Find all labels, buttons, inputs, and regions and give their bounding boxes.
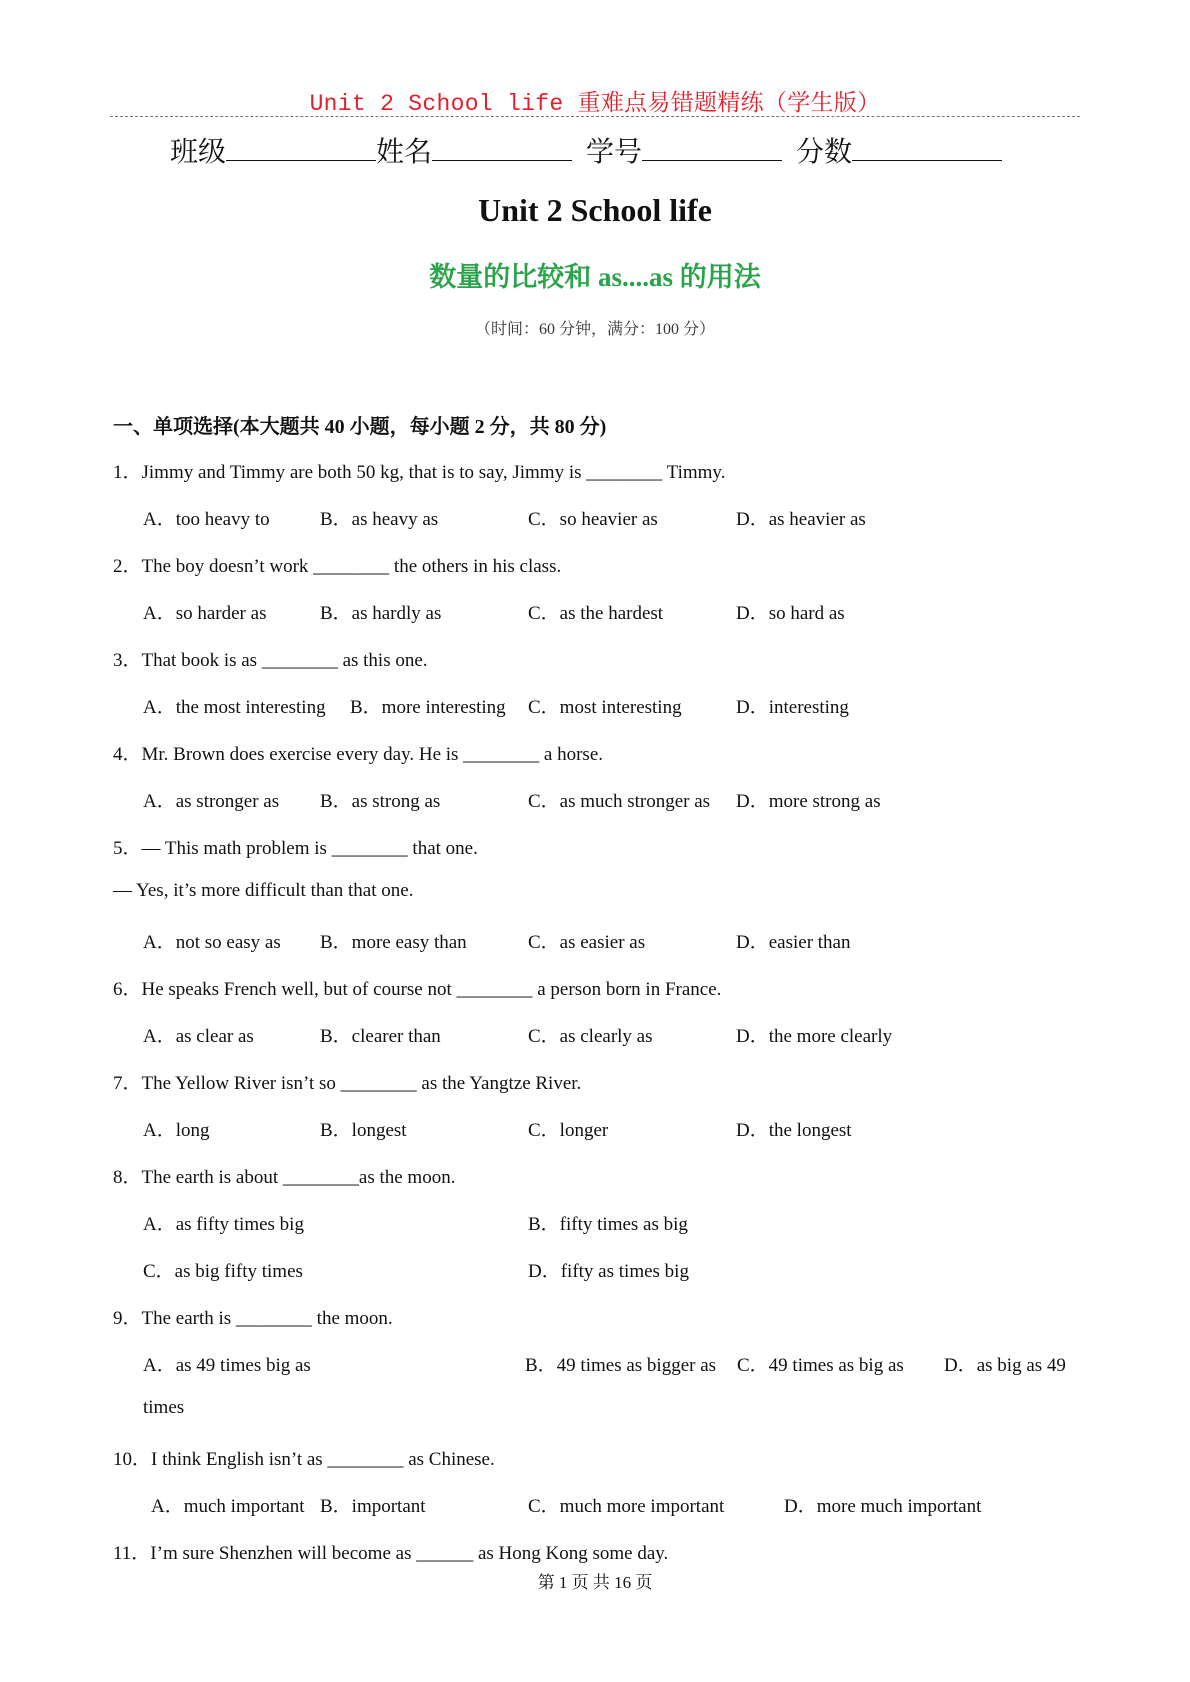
option-b[interactable]: B．clearer than	[320, 1026, 441, 1047]
option-c[interactable]: C．so heavier as	[528, 509, 658, 530]
option-b[interactable]: B．important	[320, 1496, 426, 1517]
option-c[interactable]: C．as big fifty times	[143, 1261, 303, 1282]
option-b[interactable]: B．as heavy as	[320, 509, 439, 530]
option-d[interactable]: D．as heavier as	[736, 509, 866, 530]
option-c[interactable]: C．longer	[528, 1120, 609, 1141]
option-b[interactable]: B．as strong as	[320, 791, 441, 812]
option-c[interactable]: C．most interesting	[528, 697, 682, 718]
option-b[interactable]: B．longest	[320, 1120, 407, 1141]
option-d[interactable]: D．as big as 49	[944, 1355, 1066, 1376]
option-c[interactable]: C．as the hardest	[528, 603, 664, 624]
option-a[interactable]: A．long	[143, 1120, 210, 1141]
option-d[interactable]: D．easier than	[736, 932, 851, 953]
option-a[interactable]: A．so harder as	[143, 603, 267, 624]
class-blank[interactable]	[226, 134, 376, 161]
question-stem: 8．The earth is about ________as the moon.	[113, 1167, 456, 1188]
question-stem: 11．I’m sure Shenzhen will become as ______ as Hong Kong some day.	[113, 1543, 669, 1564]
option-c[interactable]: C．as clearly as	[528, 1026, 653, 1047]
header-title: Unit 2 School life 重难点易错题精练（学生版）	[309, 91, 881, 117]
student-id-blank[interactable]	[642, 134, 782, 161]
option-d[interactable]: D．the longest	[736, 1120, 852, 1141]
option-a[interactable]: A．as stronger as	[143, 791, 280, 812]
option-b[interactable]: B．as hardly as	[320, 603, 442, 624]
option-d[interactable]: D．fifty as times big	[528, 1261, 689, 1282]
option-b[interactable]: B．more interesting	[350, 697, 506, 718]
question-stem: 2．The boy doesn’t work ________ the others in his class.	[113, 556, 562, 577]
name-blank[interactable]	[432, 134, 572, 161]
question-stem: 1．Jimmy and Timmy are both 50 kg, that is to say, Jimmy is ________ Timmy.	[113, 462, 726, 483]
option-b[interactable]: B．49 times as bigger as	[525, 1355, 717, 1376]
question-stem: 7．The Yellow River isn’t so ________ as the Yangtze River.	[113, 1073, 582, 1094]
topic-subtitle: 数量的比较和 as....as 的用法	[429, 262, 761, 292]
time-note: （时间：60 分钟，满分：100 分）	[474, 321, 715, 338]
option-b[interactable]: B．more easy than	[320, 932, 467, 953]
question-stem: 3．That book is as ________ as this one.	[113, 650, 428, 671]
score-label: 分数	[796, 137, 853, 168]
option-a[interactable]: A．not so easy as	[143, 932, 281, 953]
option-b[interactable]: B．fifty times as big	[528, 1214, 688, 1235]
question-stem: 5．— This math problem is ________ that one.	[113, 838, 478, 859]
option-a[interactable]: A．as clear as	[143, 1026, 254, 1047]
page-footer: 第 1 页 共 16 页	[537, 1573, 653, 1592]
option-a[interactable]: A．as 49 times big as	[143, 1355, 311, 1376]
option-c[interactable]: C．as much stronger as	[528, 791, 711, 812]
option-c[interactable]: C．as easier as	[528, 932, 646, 953]
unit-title: Unit 2 School life	[478, 192, 712, 228]
question-stem: 10．I think English isn’t as ________ as Chinese.	[113, 1449, 495, 1470]
option-d[interactable]: D．interesting	[736, 697, 849, 718]
question-stem-reply: — Yes, it’s more difficult than that one.	[113, 880, 414, 901]
option-c[interactable]: C．much more important	[528, 1496, 725, 1517]
score-blank[interactable]	[852, 134, 1002, 161]
question-stem: 6．He speaks French well, but of course not ________ a person born in France.	[113, 979, 722, 1000]
name-label: 姓名	[376, 137, 433, 168]
header-divider	[110, 116, 1080, 117]
option-d[interactable]: D．more strong as	[736, 791, 881, 812]
question-stem: 9．The earth is ________ the moon.	[113, 1308, 393, 1329]
option-d[interactable]: D．so hard as	[736, 603, 845, 624]
option-d[interactable]: D．more much important	[784, 1496, 982, 1517]
student-id-label: 学号	[586, 137, 643, 168]
option-a[interactable]: A．much important	[151, 1496, 305, 1517]
option-a[interactable]: A．too heavy to	[143, 509, 270, 530]
question-stem: 4．Mr. Brown does exercise every day. He is ________ a horse.	[113, 744, 604, 765]
option-c[interactable]: C．49 times as big as	[737, 1355, 904, 1376]
option-d-wrap: times	[143, 1397, 185, 1418]
section-heading: 一、单项选择(本大题共 40 小题，每小题 2 分，共 80 分)	[113, 416, 607, 438]
student-info-line	[170, 130, 1002, 170]
option-d[interactable]: D．the more clearly	[736, 1026, 893, 1047]
option-a[interactable]: A．as fifty times big	[143, 1214, 304, 1235]
class-label: 班级	[170, 137, 227, 168]
option-a[interactable]: A．the most interesting	[143, 697, 326, 718]
